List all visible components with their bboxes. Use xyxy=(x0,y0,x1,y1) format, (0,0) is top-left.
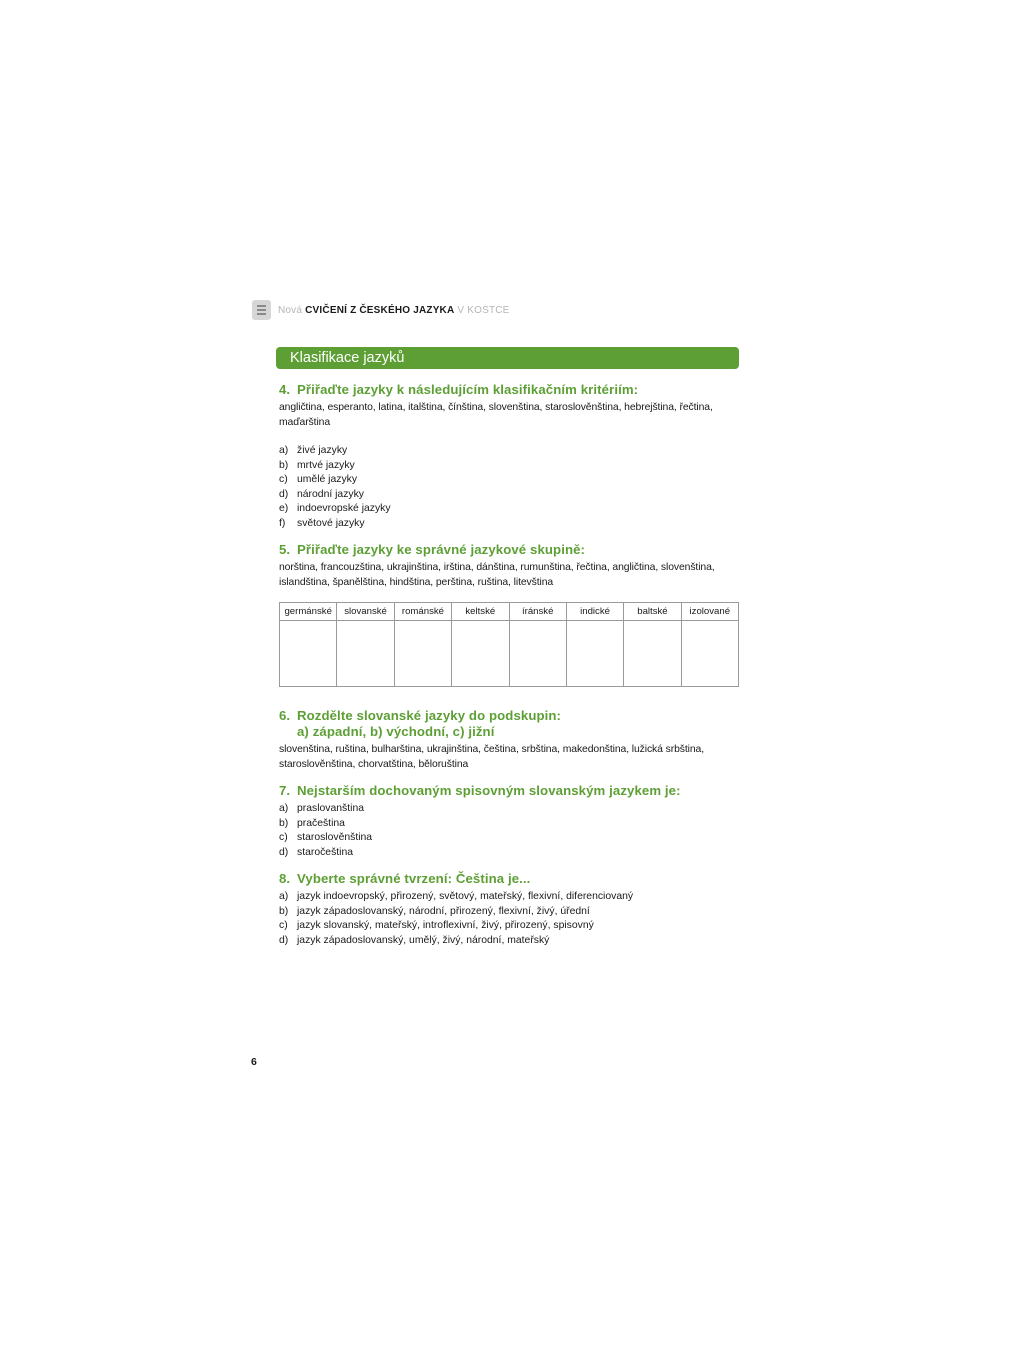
answer-cell[interactable] xyxy=(452,621,509,687)
question-4 xyxy=(279,382,739,531)
option-item xyxy=(279,517,739,532)
option-text: praslovanština xyxy=(297,803,365,814)
question-8-options xyxy=(279,890,739,948)
option-letter: c) xyxy=(279,474,288,485)
question-7 xyxy=(279,783,739,860)
option-item xyxy=(279,488,739,503)
question-number: 5. xyxy=(279,542,291,557)
column-header: indické xyxy=(566,603,623,621)
option-letter: e) xyxy=(279,503,289,514)
option-text: jazyk indoevropský, přirozený, světový, mateřský, flexivní, diferenciovaný xyxy=(297,891,634,902)
column-header: germánské xyxy=(280,603,337,621)
question-subtitle: a) západní, b) východní, c) jižní xyxy=(297,724,495,739)
question-4-title xyxy=(279,382,739,398)
question-6-word-list: slovenština, ruština, bulharština, ukrajinština, čeština, srbština, makedonština, lužická srbština, staroslověnština, chorvatština, běloruština xyxy=(279,744,704,770)
option-text: staročeština xyxy=(297,846,354,858)
option-letter: b) xyxy=(279,817,289,829)
question-7-title xyxy=(279,783,739,799)
answer-cell[interactable] xyxy=(337,621,394,687)
answer-cell[interactable] xyxy=(509,621,566,687)
question-5-word-list: norština, francouzština, ukrajinština, irština, dánština, rumunština, řečtina, angličtina, slovenština, islandština, španělština, hindština, perština, ruština, litevština xyxy=(279,562,715,588)
option-item xyxy=(279,459,739,474)
option-letter: c) xyxy=(279,920,288,931)
option-item xyxy=(279,473,739,488)
header-prefix: Nová xyxy=(278,304,303,316)
running-header xyxy=(252,299,510,321)
question-number: 7. xyxy=(279,783,291,798)
option-text: indoevropské jazyky xyxy=(297,503,391,514)
answer-cell[interactable] xyxy=(280,621,337,687)
option-item xyxy=(279,846,739,861)
option-item xyxy=(279,831,739,846)
question-text: Přiřaďte jazyky ke správné jazykové skupině: xyxy=(297,542,586,557)
header-suffix: V KOSTCE xyxy=(457,304,510,316)
option-letter: a) xyxy=(279,445,289,456)
option-text: staroslověnština xyxy=(297,832,373,843)
option-text: světové jazyky xyxy=(297,517,365,529)
header-title: CVIČENÍ Z ČESKÉHO JAZYKA xyxy=(305,304,455,316)
option-item xyxy=(279,905,739,920)
option-item xyxy=(279,890,739,905)
question-text: Nejstarším dochovaným spisovným slovanským jazykem je: xyxy=(297,783,681,798)
language-group-table xyxy=(279,602,739,687)
option-item xyxy=(279,444,739,459)
option-letter: c) xyxy=(279,832,288,843)
option-text: umělé jazyky xyxy=(297,474,358,485)
option-letter: a) xyxy=(279,891,289,902)
option-letter: b) xyxy=(279,459,289,471)
question-6-title xyxy=(279,708,739,740)
column-header: keltské xyxy=(452,603,509,621)
column-header: íránské xyxy=(509,603,566,621)
book-logo-icon xyxy=(252,300,271,320)
option-letter: d) xyxy=(279,846,289,858)
question-text: Rozdělte slovanské jazyky do podskupin: xyxy=(297,708,562,723)
question-4-word-list: angličtina, esperanto, latina, italština, čínština, slovenština, staroslověnština, hebrejština, řečtina, maďarština xyxy=(279,402,713,428)
question-4-options xyxy=(279,444,739,531)
question-6 xyxy=(279,708,739,772)
option-text: mrtvé jazyky xyxy=(297,459,355,471)
option-letter: a) xyxy=(279,803,289,814)
question-number: 4. xyxy=(279,382,291,397)
page-number: 6 xyxy=(251,1056,257,1068)
option-item xyxy=(279,919,739,934)
option-item xyxy=(279,802,739,817)
exercise-content xyxy=(279,382,739,948)
option-item xyxy=(279,502,739,517)
option-text: pračeština xyxy=(297,817,345,829)
table-header-row xyxy=(280,603,739,621)
question-5-title xyxy=(279,542,739,558)
section-title: Klasifikace jazyků xyxy=(276,347,739,369)
answer-cell[interactable] xyxy=(681,621,738,687)
option-text: jazyk západoslovanský, národní, přirozený, flexivní, živý, úřední xyxy=(297,905,590,917)
option-letter: b) xyxy=(279,905,289,917)
answer-cell[interactable] xyxy=(624,621,681,687)
question-number: 8. xyxy=(279,871,291,886)
header-text xyxy=(278,305,510,316)
answer-cell[interactable] xyxy=(394,621,451,687)
column-header: románské xyxy=(394,603,451,621)
option-item xyxy=(279,817,739,832)
option-letter: d) xyxy=(279,934,289,946)
question-5 xyxy=(279,542,739,687)
answer-cell[interactable] xyxy=(566,621,623,687)
question-8-title xyxy=(279,871,739,887)
option-text: živé jazyky xyxy=(297,445,348,456)
question-7-options xyxy=(279,802,739,860)
question-number: 6. xyxy=(279,708,291,723)
column-header: baltské xyxy=(624,603,681,621)
option-letter: f) xyxy=(279,517,286,529)
option-text: jazyk západoslovanský, umělý, živý, národní, mateřský xyxy=(297,934,550,946)
question-8 xyxy=(279,871,739,948)
question-text: Vyberte správné tvrzení: Čeština je... xyxy=(297,871,531,886)
column-header: izolované xyxy=(681,603,738,621)
question-text: Přiřaďte jazyky k následujícím klasifikačním kritériím: xyxy=(297,382,639,397)
option-text: národní jazyky xyxy=(297,488,364,500)
column-header: slovanské xyxy=(337,603,394,621)
option-item xyxy=(279,934,739,949)
option-text: jazyk slovanský, mateřský, introflexivní, živý, přirozený, spisovný xyxy=(297,920,594,931)
option-letter: d) xyxy=(279,488,289,500)
table-row xyxy=(280,621,739,687)
